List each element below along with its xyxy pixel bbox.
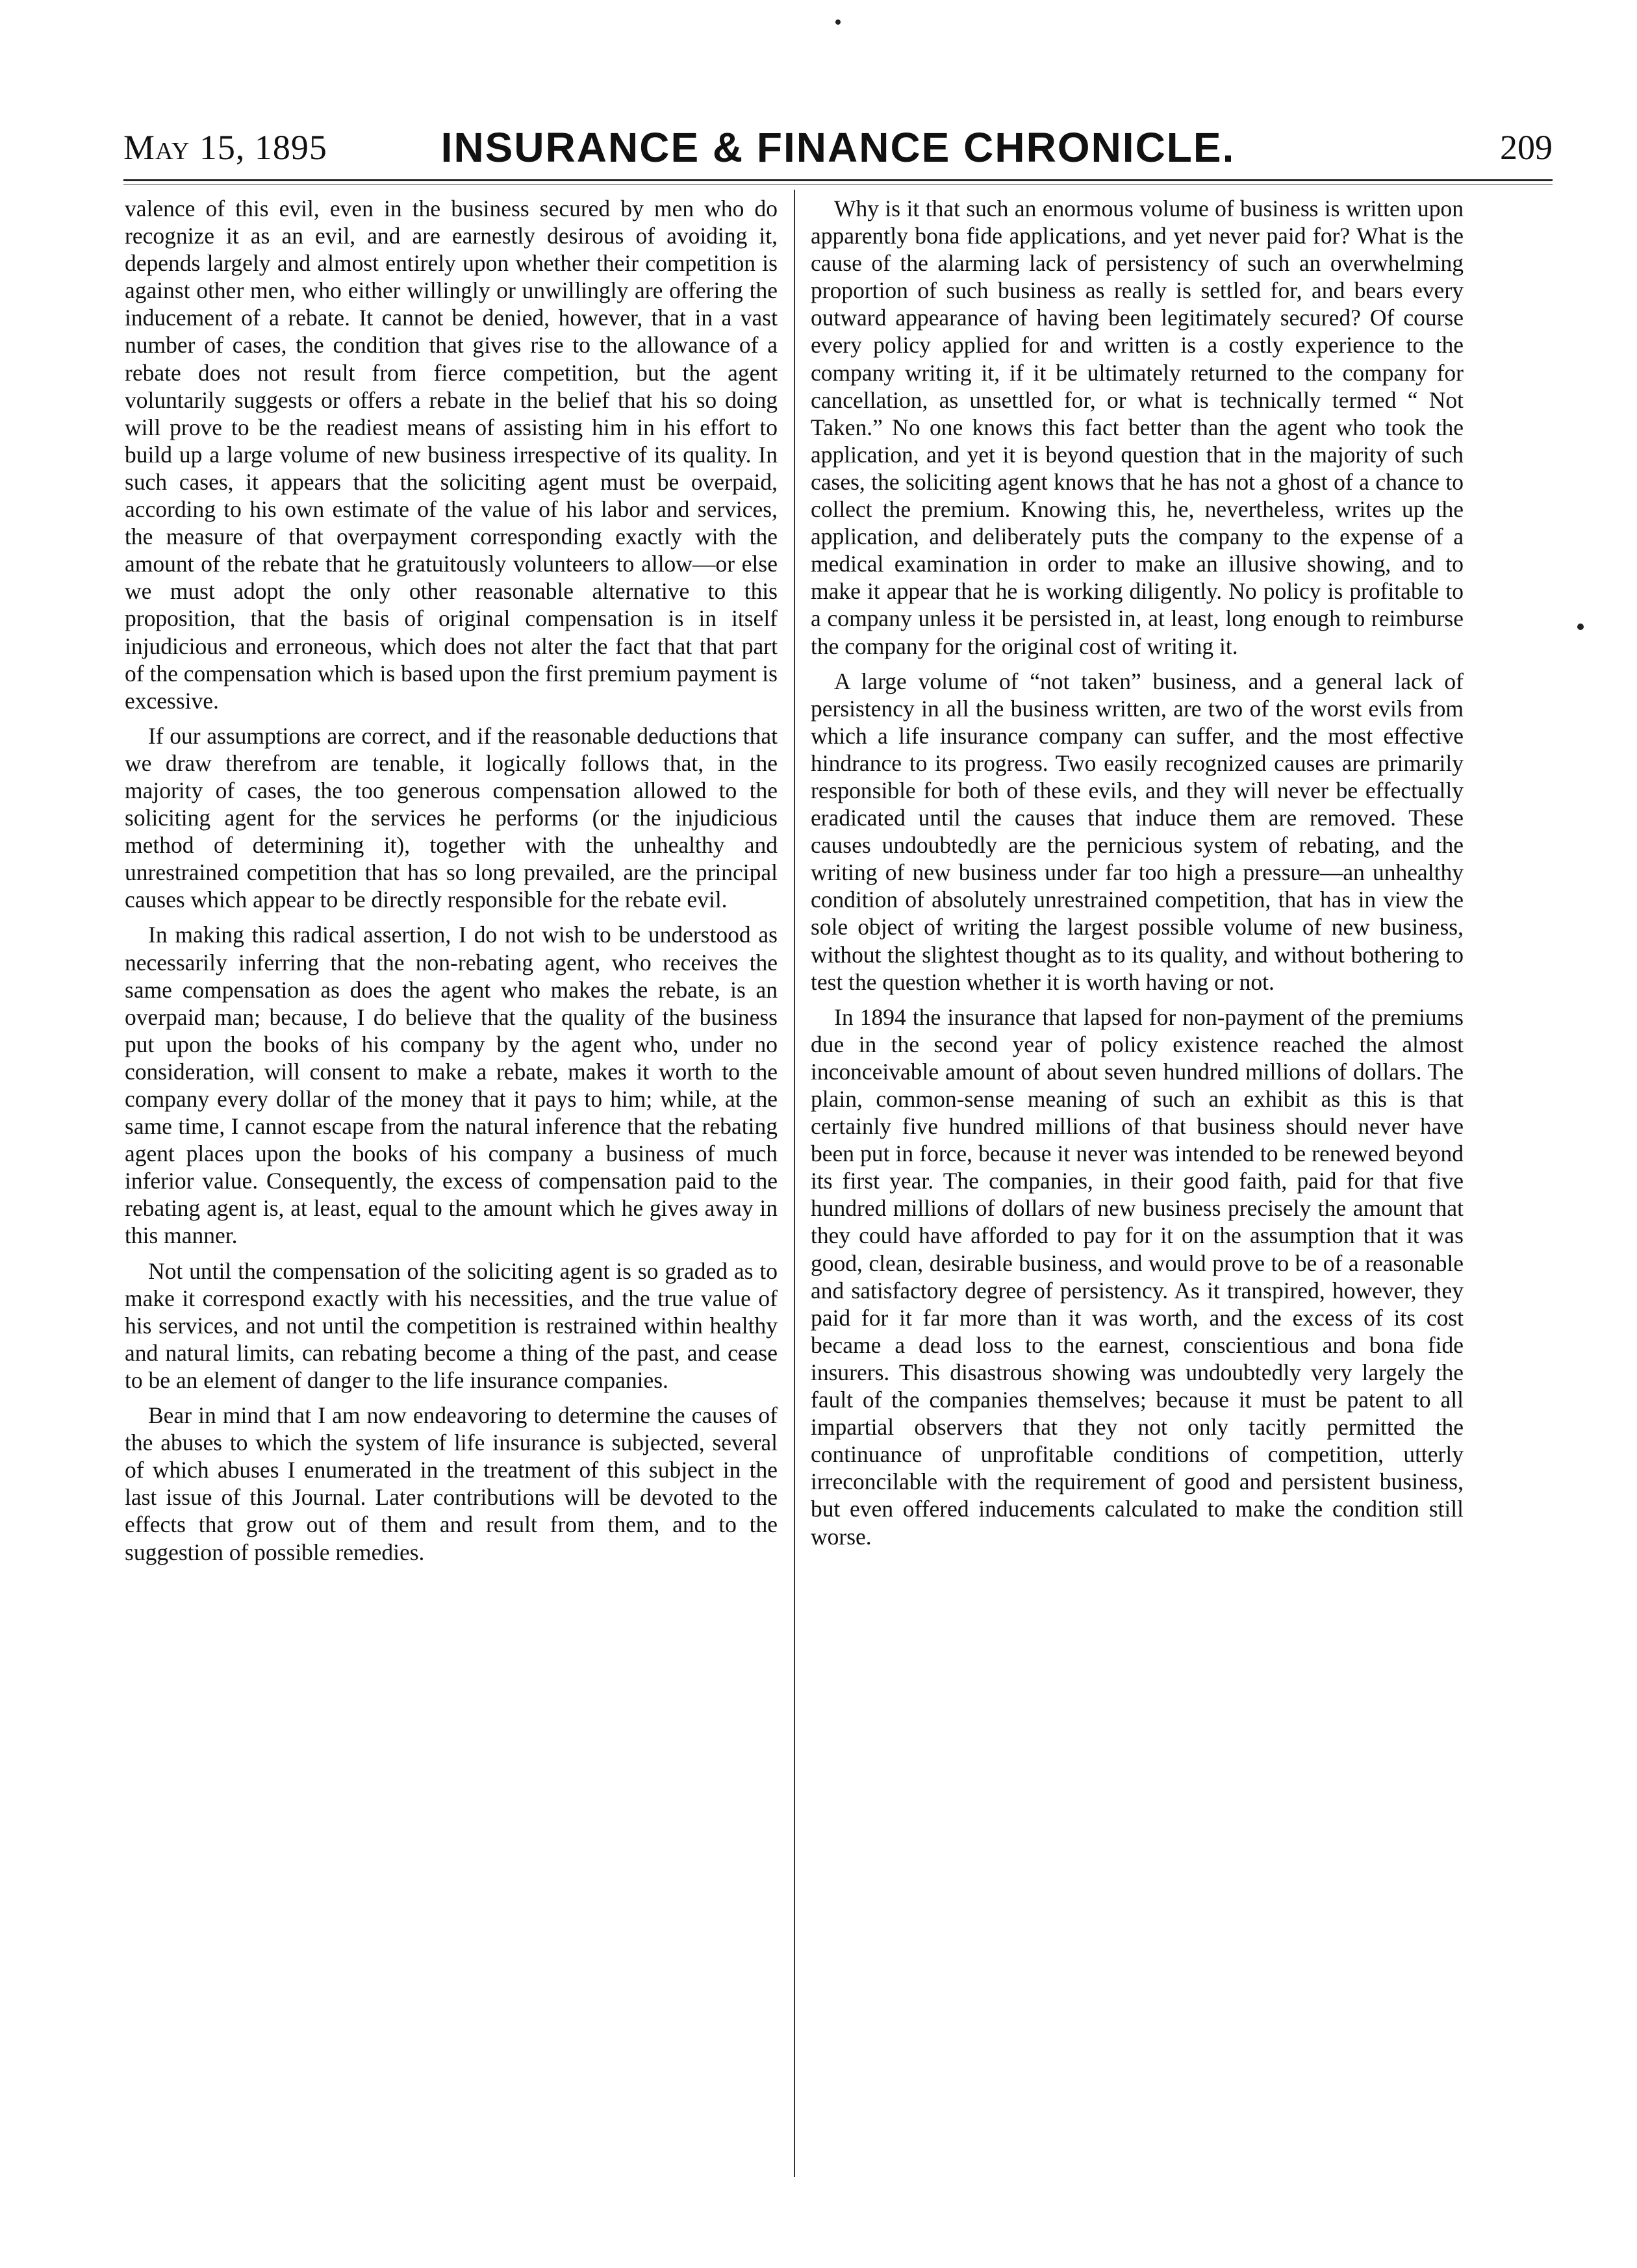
publication-title: INSURANCE & FINANCE CHRONICLE. <box>440 124 1236 171</box>
left-column <box>125 195 778 1574</box>
paragraph: A large volume of “not taken” business, and a general lack of persistency in all the business written, are two of the worst evils from which a life insurance company can suffer, and the most effective hindrance to its progress. Two easily recognized causes are primarily responsible for both of these evils, and they will never be effectually eradicated until the causes that induce them are removed. These causes undoubtedly are the pernicious system of rebating, and the writing of new business under far too high a pressure—an unhealthy condition of absolutely unrestrained competition, that has in view the sole object of writing the largest possible volume of new business, without the slightest thought as to its quality, and without bothering to test the question whether it is worth having or not. <box>811 668 1464 995</box>
ink-speck <box>835 19 841 25</box>
column-divider <box>794 190 795 2177</box>
page-header <box>123 123 1553 175</box>
header-rule <box>123 179 1553 181</box>
paragraph: Not until the compensation of the soliciting agent is so graded as to make it correspond exactly with his necessities, and the true value of his services, and not until the competition is restrained within healthy and natural limits, can rebating become a thing of the past, and cease to be an element of danger to the life insurance companies. <box>125 1257 778 1393</box>
paragraph: valence of this evil, even in the business secured by men who do recognize it as an evil, and are earnestly desirous of avoiding it, depends largely and almost entirely upon whether their competition is against other men, who either willingly or unwillingly are offering the inducement of a rebate. It cannot be denied, however, that in a vast number of cases, the condition that gives rise to the allowance of a rebate does not result from fierce competition, but the agent voluntarily suggests or offers a rebate in the belief that his so doing will prove to be the readiest means of assisting him in his effort to build up a large volume of new business irrespective of its quality. In such cases, it appears that the soliciting agent must be overpaid, according to his own estimate of the value of his labor and services, the measure of that overpayment corresponding exactly with the amount of the rebate that he gratuitously volunteers to allow—or else we must adopt the only other reasonable alternative to this proposition, that the basis of original compensation is in itself injudicious and erroneous, which does not alter the fact that that part of the compensation which is based upon the first premium payment is excessive. <box>125 195 778 714</box>
paragraph: In making this radical assertion, I do not wish to be understood as necessarily inferring that the non-rebating agent, who receives the same compensation as does the agent who makes the rebate, is an overpaid man; because, I do believe that the quality of the business put upon the books of his company by the agent who, under no consideration, will consent to make a rebate, makes it worth to the company every dollar of the money that it pays to him; while, at the same time, I cannot escape from the natural inference that the rebating agent places upon the books of his company a business of much inferior value. Consequently, the excess of compensation paid to the rebating agent is, at least, equal to the amount which he gives away in this manner. <box>125 922 778 1249</box>
paragraph: Bear in mind that I am now endeavoring to determine the causes of the abuses to which the system of life insurance is subjected, several of which abuses I enumerated in the treatment of this subject in the last issue of this Journal. Later contributions will be devoted to the effects that grow out of them and result from them, and to the suggestion of possible remedies. <box>125 1402 778 1565</box>
paragraph: If our assumptions are correct, and if the reasonable deductions that we draw therefrom are tenable, it logically follows that, in the majority of cases, the too generous compensation allowed to the soliciting agent for the services he performs (or the injudicious method of determining it), together with the unhealthy and unrestrained competition that has so long prevailed, are the principal causes which appear to be directly responsible for the rebate evil. <box>125 722 778 913</box>
margin-dot <box>1577 624 1584 630</box>
paragraph: Why is it that such an enormous volume of business is written upon apparently bona fide applications, and yet never paid for? What is the cause of the alarming lack of persistency of such an overwhelming proportion of such business as really is settled for, and bears every outward appearance of having been legitimately secured? Of course every policy applied for and written is a costly experience to the company writing it, if it be ultimately returned to the company for cancellation, as unsettled for, or what is technically termed “ Not Taken.” No one knows this fact better than the agent who took the application, and yet it is beyond question that in the majority of such cases, the soliciting agent knows that he has not a ghost of a chance to collect the premium. Knowing this, he, nevertheless, writes up the application, and deliberately puts the company to the expense of a medical examination in order to make an illusive showing, and to make it appear that he is working diligently. No policy is profitable to a company unless it be persisted in, at least, long enough to reimburse the company for the original cost of writing it. <box>811 195 1464 659</box>
header-rule-thin <box>123 184 1553 185</box>
page-number: 209 <box>1500 128 1553 167</box>
right-column <box>811 195 1464 1558</box>
paragraph: In 1894 the insurance that lapsed for non-payment of the premiums due in the second year of policy existence reached the almost inconceivable amount of about seven hundred millions of dollars. The plain, common-sense meaning of such an exhibit as this is that certainly five hundred millions of that business should never have been put in force, because it never was intended to be renewed beyond its first year. The companies, in their good faith, paid for that five hundred millions of dollars of new business precisely the amount that they could have afforded to pay for it on the assumption that it was good, clean, desirable business, and would prove to be of a reasonable and satisfactory degree of persistency. As it transpired, however, they paid for it far more than it was worth, and the excess of its cost became a dead loss to the earnest, conscientious and bona fide insurers. This disastrous showing was undoubtedly very largely the fault of the companies themselves; because it must be patent to all impartial observers that they not only tacitly permitted the continuance of unprofitable conditions of competition, utterly irreconcilable with the requirement of good and persistent business, but even offered inducements calculated to make the condition still worse. <box>811 1003 1464 1550</box>
issue-date: May 15, 1895 <box>123 128 327 167</box>
